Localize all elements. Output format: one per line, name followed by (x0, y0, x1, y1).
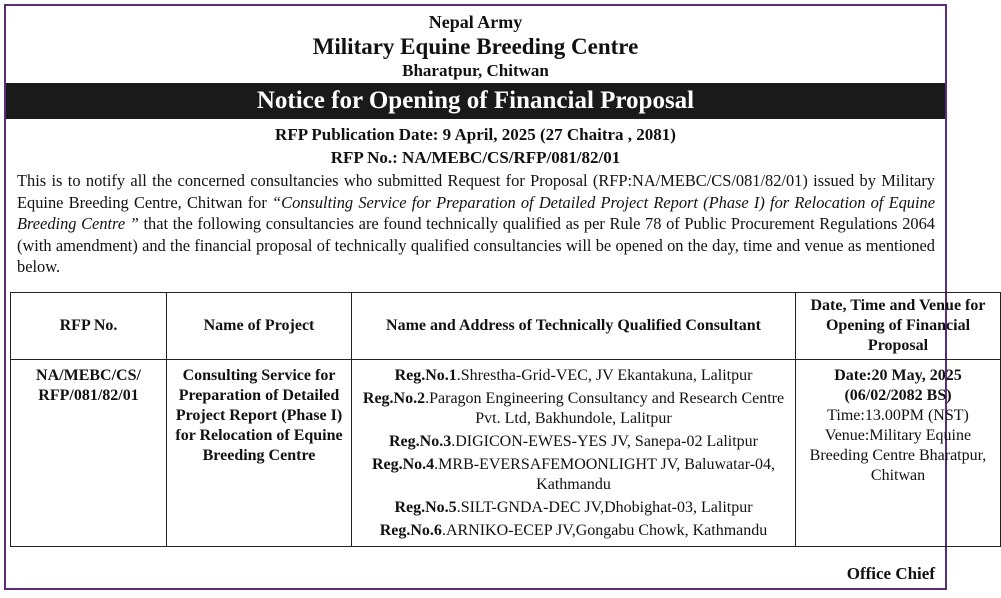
consultant-table (10, 292, 1001, 547)
publication-date: RFP Publication Date: 9 April, 2025 (27 Chaitra , 2081) (275, 125, 676, 144)
consultant-name: .DIGICON-EWES-YES JV, Sanepa-02 Lalitpur (451, 433, 758, 450)
consultant-reg: Reg.No.2 (362, 390, 426, 407)
consultant-name: .SILT-GNDA-DEC JV,Dhobighat-03, Lalitpur (456, 499, 753, 516)
consultant-name: .Shrestha-Grid-VEC, JV Ekantakuna, Lalitpur (456, 367, 753, 384)
rfp-number: RFP No.: NA/MEBC/CS/RFP/081/82/01 (330, 148, 621, 167)
consultant-name: .Paragon Engineering Consultancy and Research Centre Pvt. Ltd, Bakhundole, Lalitpur (425, 390, 785, 427)
body-text-1: This is to notify all the concerned consultancies who submitted Request for Proposal (RFP:NA/MEBC/CS/081/82/01) issued by Military Equine Breeding Centre, Chitwan for (17, 171, 935, 212)
cell-date-venue (796, 360, 1001, 547)
consultant-reg: Reg.No.4 (371, 456, 435, 473)
consultant-item (353, 521, 794, 541)
org-name-line1: Nepal Army (428, 12, 523, 32)
opening-time: Time:13.00PM (NST) (827, 407, 969, 424)
consultant-item (353, 498, 794, 518)
notice-title-bar: Notice for Opening of Financial Proposal (6, 83, 945, 119)
project-title-italic: “Consulting Service for Preparation of Detailed Project Report (Phase I) for Relocation of Equine Breeding Centre ” (17, 192, 935, 234)
signature-office-chief: Office Chief (846, 564, 935, 583)
org-name-line2: Military Equine Breeding Centre (312, 34, 639, 59)
opening-date: Date:20 May, 2025 (06/02/2082 BS) (834, 367, 962, 404)
header-date-venue: Date, Time and Venue for Opening of Financial Proposal (796, 293, 1001, 360)
consultant-name: .MRB-EVERSAFEMOONLIGHT JV, Baluwatar-04, Kathmandu (434, 456, 776, 493)
org-location: Bharatpur, Chitwan (402, 61, 549, 80)
table-header-row (11, 293, 1001, 360)
header-rfp-no: RFP No. (11, 293, 167, 360)
cell-consultants (352, 360, 796, 547)
consultant-reg: Reg.No.6 (379, 522, 442, 539)
consultant-reg: Reg.No.5 (394, 499, 457, 516)
consultant-item (353, 366, 794, 386)
cell-project: Consulting Service for Preparation of Detailed Project Report (Phase I) for Relocation of Equine Breeding Centre (167, 360, 352, 547)
consultant-name: .ARNIKO-ECEP JV,Gongabu Chowk, Kathmandu (441, 522, 768, 539)
header-consultant: Name and Address of Technically Qualified Consultant (352, 293, 796, 360)
consultant-item (353, 389, 794, 429)
cell-rfp-no: NA/MEBC/CS/ RFP/081/82/01 (11, 360, 167, 547)
consultant-reg: Reg.No.3 (389, 433, 452, 450)
notice-body (17, 170, 935, 278)
opening-venue: Venue:Military Equine Breeding Centre Bharatpur, Chitwan (809, 427, 987, 484)
consultant-item (353, 432, 794, 452)
table-row (11, 360, 1001, 547)
body-text-2: that the following consultancies are found technically qualified as per Rule 78 of Public Procurement Regulations 2064 (with amendment) and the financial proposal of technically qualified consultancies will be opened on the day, time and venue as mentioned below. (17, 214, 935, 277)
notice-frame (4, 4, 987, 590)
consultant-reg: Reg.No.1 (394, 367, 457, 384)
consultant-item (353, 455, 794, 495)
header-project: Name of Project (167, 293, 352, 360)
